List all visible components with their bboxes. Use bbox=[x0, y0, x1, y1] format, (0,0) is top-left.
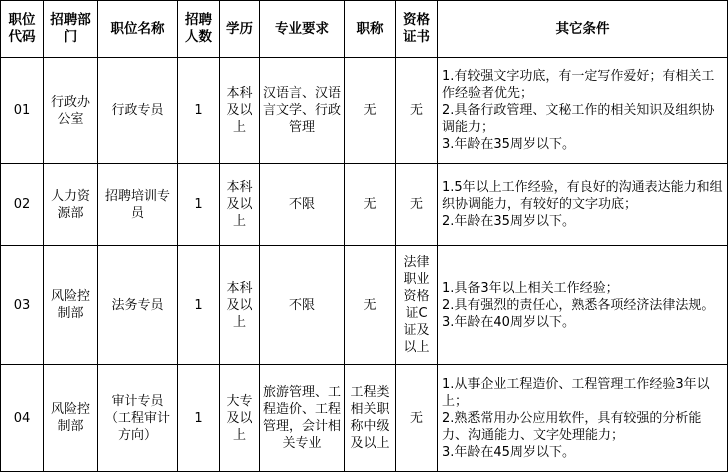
cell-position: 审计专员（工程审计方向） bbox=[98, 365, 178, 472]
cell-dept: 人力资源部 bbox=[44, 164, 98, 246]
table-row bbox=[1, 365, 728, 472]
cell-position: 招聘培训专员 bbox=[98, 164, 178, 246]
cell-education: 本科及以上 bbox=[220, 246, 260, 365]
cell-education: 本科及以上 bbox=[220, 164, 260, 246]
cell-code: 02 bbox=[1, 164, 44, 246]
table-row bbox=[1, 164, 728, 246]
cell-conditions bbox=[438, 365, 728, 472]
condition-line: 1.有较强文字功底，有一定写作爱好；有相关工作经验者优先； bbox=[442, 69, 715, 101]
cell-code: 03 bbox=[1, 246, 44, 365]
condition-line: 2.熟悉常用办公应用软件，具有较强的分析能力、沟通能力、文字处理能力； bbox=[442, 410, 702, 443]
cell-certificate: 法律职业资格证C证及以上 bbox=[396, 246, 438, 365]
cell-certificate: 无 bbox=[396, 365, 438, 472]
cell-conditions bbox=[438, 164, 728, 246]
condition-line: 3.年龄在35周岁以下。 bbox=[442, 137, 575, 152]
cell-dept: 行政办公室 bbox=[44, 58, 98, 164]
condition-line: 2.具备行政管理、文秘工作的相关知识及组织协调能力； bbox=[442, 103, 715, 135]
cell-count: 1 bbox=[178, 58, 220, 164]
header-count: 招聘人数 bbox=[178, 1, 220, 58]
cell-title: 无 bbox=[345, 164, 396, 246]
condition-line: 3.年龄在45周岁以下。 bbox=[442, 444, 575, 460]
cell-conditions bbox=[438, 246, 728, 365]
header-title: 职称 bbox=[345, 1, 396, 58]
header-major: 专业要求 bbox=[260, 1, 345, 58]
cell-education: 大专及以上 bbox=[220, 365, 260, 472]
condition-line: 2.年龄在35周岁以下。 bbox=[442, 214, 575, 229]
cell-major: 不限 bbox=[260, 246, 345, 365]
header-position: 职位名称 bbox=[98, 1, 178, 58]
cell-dept: 风险控制部 bbox=[44, 246, 98, 365]
cell-dept: 风险控制部 bbox=[44, 365, 98, 472]
cell-position: 行政专员 bbox=[98, 58, 178, 164]
cell-certificate: 无 bbox=[396, 58, 438, 164]
header-certificate: 资格证书 bbox=[396, 1, 438, 58]
cell-count: 1 bbox=[178, 164, 220, 246]
cell-major: 汉语言、汉语言文学、行政管理 bbox=[260, 58, 345, 164]
cell-code: 01 bbox=[1, 58, 44, 164]
table-row bbox=[1, 58, 728, 164]
condition-line: 3.年龄在40周岁以下。 bbox=[442, 314, 575, 330]
header-conditions: 其它条件 bbox=[438, 1, 728, 58]
cell-major: 不限 bbox=[260, 164, 345, 246]
cell-count: 1 bbox=[178, 246, 220, 365]
cell-certificate: 无 bbox=[396, 164, 438, 246]
cell-count: 1 bbox=[178, 365, 220, 472]
condition-line: 2.具有强烈的责任心，熟悉各项经济法律法规。 bbox=[442, 297, 715, 313]
header-row bbox=[1, 1, 728, 58]
cell-title: 无 bbox=[345, 58, 396, 164]
table-row bbox=[1, 246, 728, 365]
condition-line: 1.从事企业工程造价、工程管理工作经验3年以上； bbox=[442, 376, 710, 409]
condition-line: 1.具备3年以上相关工作经验； bbox=[442, 280, 619, 296]
cell-position: 法务专员 bbox=[98, 246, 178, 365]
cell-major: 旅游管理、工程造价、工程管理，会计相关专业 bbox=[260, 365, 345, 472]
header-code: 职位代码 bbox=[1, 1, 44, 58]
cell-title: 无 bbox=[345, 246, 396, 365]
cell-code: 04 bbox=[1, 365, 44, 472]
header-dept: 招聘部门 bbox=[44, 1, 98, 58]
cell-conditions bbox=[438, 58, 728, 164]
condition-line: 1.5年以上工作经验，有良好的沟通表达能力和组织协调能力，有较好的文字功底； bbox=[442, 180, 723, 212]
cell-education: 本科及以上 bbox=[220, 58, 260, 164]
header-education: 学历 bbox=[220, 1, 260, 58]
cell-title: 工程类相关职称中级及以上 bbox=[345, 365, 396, 472]
